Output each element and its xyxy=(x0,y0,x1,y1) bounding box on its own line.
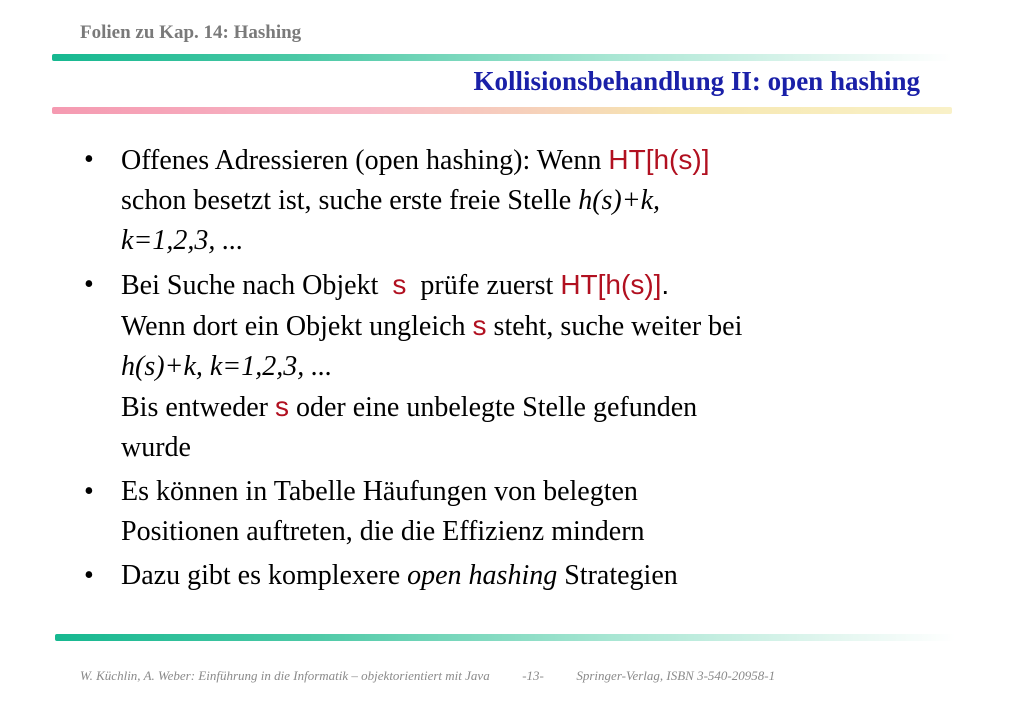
math-term: h(s)+k, k=1,2,3, ... xyxy=(121,351,333,382)
footer xyxy=(80,668,775,684)
code-term: HT[h(s)] xyxy=(560,269,662,300)
code-term: HT[h(s)] xyxy=(608,144,710,175)
chapter-header: Folien zu Kap. 14: Hashing xyxy=(80,22,302,43)
header-divider xyxy=(52,54,952,61)
bullet-dot: • xyxy=(84,560,94,591)
bullet-item xyxy=(78,265,958,468)
bullet-dot: • xyxy=(84,269,94,300)
math-term: h(s)+k, xyxy=(578,185,661,216)
title-divider xyxy=(52,107,952,114)
bullet-text: prüfe zuerst xyxy=(413,270,561,301)
bullet-item xyxy=(78,140,958,261)
code-term: s xyxy=(274,391,289,422)
bullet-text: Strategien xyxy=(557,560,678,591)
footer-citation: W. Küchlin, A. Weber: Einführung in die Informatik – objektorientiert mit Java xyxy=(80,668,490,683)
bullet-text: schon besetzt ist, suche erste freie Stelle xyxy=(121,185,579,216)
bullet-dot: • xyxy=(84,476,94,507)
bullet-text: steht, suche weiter bei xyxy=(486,311,743,342)
code-term: s xyxy=(392,269,407,300)
bullet-text: Positionen auftreten, die die Effizienz mindern xyxy=(121,516,645,547)
bullet-list xyxy=(78,140,958,600)
bullet-text: Dazu gibt es komplexere xyxy=(121,560,408,591)
bullet-text: Bis entweder xyxy=(121,392,275,423)
bullet-text: Es können in Tabelle Häufungen von belegten xyxy=(121,476,638,507)
bullet-text: Bei Suche nach Objekt xyxy=(121,270,386,301)
bullet-dot: • xyxy=(84,144,94,175)
bullet-text: Wenn dort ein Objekt ungleich xyxy=(121,311,473,342)
code-punctuation: . xyxy=(661,269,670,300)
code-term: s xyxy=(472,310,487,341)
footer-divider xyxy=(55,634,955,641)
math-term: k=1,2,3, ... xyxy=(121,225,244,256)
slide-title: Kollisionsbehandlung II: open hashing xyxy=(473,66,920,96)
bullet-text: wurde xyxy=(121,432,191,463)
footer-publisher: Springer-Verlag, ISBN 3-540-20958-1 xyxy=(576,668,776,683)
bullet-text: oder eine unbelegte Stelle gefunden xyxy=(288,392,698,423)
bullet-item xyxy=(78,472,958,552)
bullet-text: Offenes Adressieren (open hashing): Wenn xyxy=(121,145,609,176)
footer-page-number: -13- xyxy=(522,668,544,683)
bullet-item xyxy=(78,556,958,596)
emphasis-term: open hashing xyxy=(407,560,558,591)
